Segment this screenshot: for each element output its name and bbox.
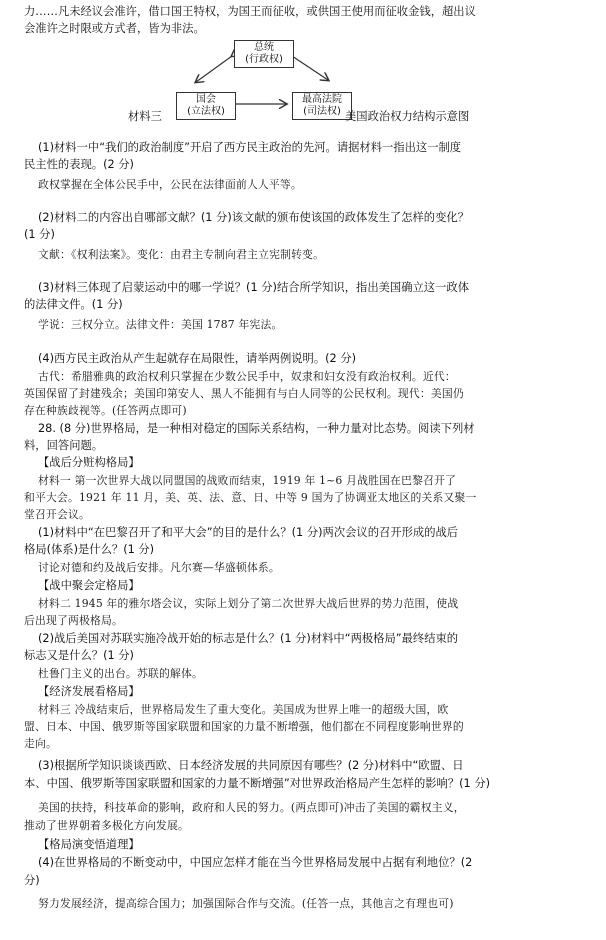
answer-text: 杜鲁门主义的出台。苏联的解体。 <box>38 667 203 680</box>
intro-line: 会准许之时限或方式者，皆为非法。 <box>24 22 205 35</box>
court-title: 最高法院 <box>302 94 342 105</box>
material-text: 材料三 冷战结束后，世界格局发生了重大变化。美国成为世界上唯一的超级大国，欧 <box>38 703 449 716</box>
president-title: 总统 <box>254 42 274 53</box>
congress-title: 国会 <box>196 94 216 105</box>
question-text: 料，回答问题。 <box>24 439 104 452</box>
congress-box <box>176 92 236 120</box>
material-text: 和平大会。1921 年 11 月，美、英、法、意、日、中等 9 国为了协调亚太地区的关系又聚一 <box>24 491 477 504</box>
question-text: 标志又是什么？(1 分) <box>24 649 134 662</box>
answer-text: 美国的扶持，科技革命的影响，政府和人民的努力。(两点即可)冲击了美国的霸权主义， <box>38 801 465 814</box>
material-three-label: 材料三 <box>128 110 162 123</box>
question-text: 本、中国、俄罗斯等国家联盟和国家的力量不断增强”对世界政治格局产生怎样的影响？(1 分) <box>24 777 491 790</box>
court-sub: (司法权) <box>303 106 341 117</box>
question-text: (4)在世界格局的不断变动中，中国应怎样才能在当今世界格局发展中占据有利地位？(2 <box>38 856 473 869</box>
material-text: 堂召开会议。 <box>24 508 90 521</box>
question-text: (1)材料一中“我们的政治制度”开启了西方民主政治的先河。请据材料一指出这一制度 <box>38 141 462 154</box>
answer-text: 努力发展经济，提高综合国力；加强国际合作与交流。(任答一点，其他言之有理也可) <box>38 897 454 910</box>
answer-text: 讨论对德和约及战后安排。凡尔赛—华盛顿体系。 <box>38 561 280 574</box>
answer-text: 政权掌握在全体公民手中，公民在法律面前人人平等。 <box>38 178 302 191</box>
section-heading: 【经济发展看格局】 <box>38 685 140 698</box>
question-text: 28. (8 分)世界格局，是一种相对稳定的国际关系结构，一种力量对比态势。阅读下列材 <box>38 422 475 435</box>
question-text: 分) <box>24 874 40 887</box>
answer-text: 学说：三权分立。法律文件：美国 1787 年宪法。 <box>38 318 283 331</box>
president-box <box>234 40 294 68</box>
answer-text: 英国保留了封建残余；美国印第安人、黑人不能拥有与白人同等的公民权利。现代：美国仍 <box>24 387 464 400</box>
question-text: (1 分) <box>24 228 55 241</box>
material-text: 材料一 第一次世界大战以同盟国的战败而结束，1919 年 1~6 月战胜国在巴黎召开了 <box>38 474 457 487</box>
material-text: 后出现了两极格局。 <box>24 614 123 627</box>
question-text: (2)材料二的内容出自哪部文献？(1 分)该文献的颁布使该国的政体发生了怎样的变化？ <box>38 211 469 224</box>
congress-sub: (立法权) <box>187 106 225 117</box>
section-heading: 【格局演变悟道理】 <box>38 838 140 851</box>
question-text: (1)材料中“在巴黎召开了和平大会”的目的是什么？(1 分)两次会议的召开形成的战后 <box>38 526 459 539</box>
answer-text: 推动了世界朝着多极化方向发展。 <box>24 819 189 832</box>
material-text: 盟、日本、中国、俄罗斯等国家联盟和国家的力量不断增强，他们都在不同程度影响世界的 <box>24 720 464 733</box>
answer-text: 古代：希腊雅典的政治权利只掌握在少数公民手中，奴隶和妇女没有政治权利。近代： <box>38 370 456 383</box>
question-text: (4)西方民主政治从产生起就存在局限性，请举两例说明。(2 分) <box>38 352 357 365</box>
question-text: (2)战后美国对苏联实施冷战开始的标志是什么？(1 分)材料中“两极格局”最终结束的 <box>38 632 459 645</box>
material-text: 材料二 1945 年的雅尔塔会议，实际上划分了第二次世界大战后世界的势力范围，使战 <box>38 597 459 610</box>
diagram-caption: 美国政治权力结构示意图 <box>345 110 470 123</box>
section-heading: 【战后分赃构格局】 <box>38 456 140 469</box>
question-text: (3)根据所学知识谈谈西欧、日本经济发展的共同原因有哪些？(2 分)材料中“欧盟、日 <box>38 759 464 772</box>
answer-text: 存在种族歧视等。(任答两点即可) <box>24 404 187 417</box>
section-heading: 【战中聚会定格局】 <box>38 579 140 592</box>
supreme-court-box <box>292 92 352 120</box>
president-sub: (行政权) <box>245 54 283 65</box>
question-text: 格局(体系)是什么？(1 分) <box>24 543 155 556</box>
answer-text: 文献：《权利法案》。变化：由君主专制向君主立宪制转变。 <box>38 248 325 261</box>
question-text: 民主性的表现。(2 分) <box>24 158 134 171</box>
intro-line: 力……凡未经议会准许，借口国王特权，为国王而征收，或供国王使用而征收金钱，超出议 <box>24 5 476 18</box>
question-text: 的法律文件。(1 分) <box>24 298 123 311</box>
material-text: 走向。 <box>24 737 57 750</box>
question-text: (3)材料三体现了启蒙运动中的哪一学说？(1 分)结合所学知识，指出美国确立这一政体 <box>38 281 469 294</box>
